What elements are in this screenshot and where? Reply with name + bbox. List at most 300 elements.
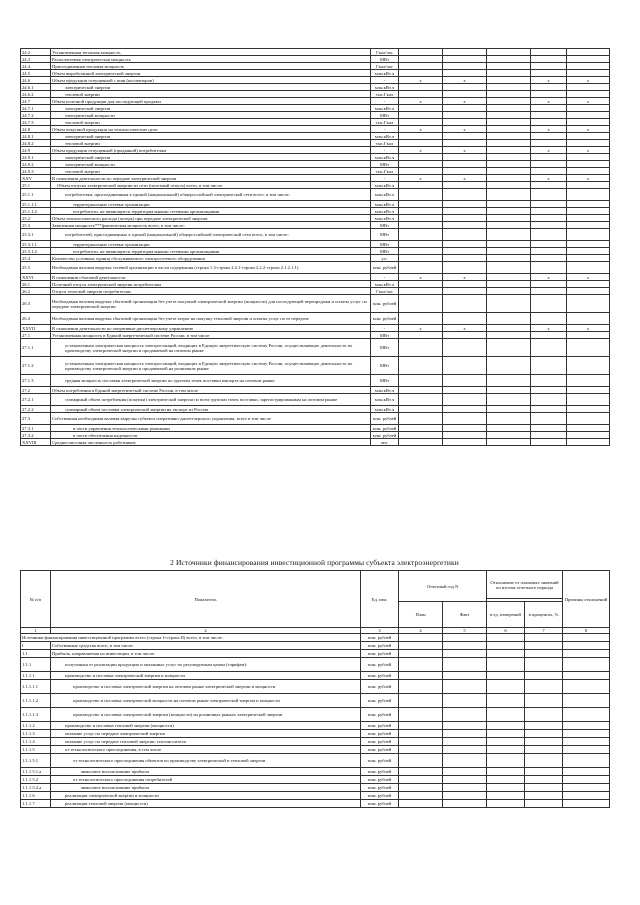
table-row	[21, 694, 610, 708]
value-cell: x	[531, 175, 567, 182]
value-cell	[531, 154, 567, 161]
value-cell: x	[399, 325, 443, 332]
row-unit: млн.кВт.ч	[371, 70, 399, 77]
row-unit: -	[371, 175, 399, 182]
value-cell	[443, 730, 487, 738]
col-index-2: 2	[51, 628, 361, 634]
value-cell	[443, 680, 487, 694]
table-row	[21, 161, 610, 168]
value-cell	[531, 281, 567, 288]
table-row	[21, 339, 610, 357]
table-row	[21, 413, 610, 425]
value-cell	[567, 387, 610, 394]
row-unit: МВт	[371, 222, 399, 229]
table-row	[21, 91, 610, 98]
table-row	[21, 255, 610, 262]
row-number: 26.3	[21, 295, 51, 313]
row-indicator: тепловой энергии	[51, 119, 371, 126]
value-cell	[399, 295, 443, 313]
row-unit: млн. рублей	[361, 738, 399, 746]
value-cell	[567, 105, 610, 112]
row-number: 25.1	[21, 182, 51, 189]
value-cell	[531, 413, 567, 425]
row-indicator: реализации тепловой энергии (мощности)	[51, 800, 361, 808]
value-cell	[563, 738, 610, 746]
value-cell	[443, 754, 487, 768]
row-indicator: электрической энергии	[51, 105, 371, 112]
value-cell	[399, 56, 443, 63]
row-indicator: потребителям, присоединенным к единой (национальной) общероссийской электрической сети всего, в том числе:	[51, 189, 371, 201]
value-cell	[531, 63, 567, 70]
row-indicator: Количество условных единиц обслуживаемого электросетевого оборудования	[51, 255, 371, 262]
table-row	[21, 274, 610, 281]
row-unit: млн. рублей	[361, 792, 399, 800]
value-cell	[487, 680, 525, 694]
value-cell	[399, 91, 443, 98]
value-cell	[563, 650, 610, 658]
value-cell	[443, 140, 487, 147]
value-cell	[531, 140, 567, 147]
table-row	[21, 241, 610, 248]
table-row	[21, 708, 610, 722]
row-indicator: от технологического присоединения потребителей	[51, 776, 361, 784]
row-indicator: Установленная тепловая мощность	[51, 49, 371, 56]
value-cell	[525, 642, 563, 650]
table-row	[21, 70, 610, 77]
value-cell	[567, 394, 610, 406]
value-cell	[443, 313, 487, 325]
value-cell	[563, 746, 610, 754]
value-cell	[567, 91, 610, 98]
row-unit: млн. рублей	[371, 413, 399, 425]
value-cell	[399, 694, 443, 708]
value-cell	[399, 792, 443, 800]
col-index-1: 1	[21, 628, 51, 634]
row-number: 25.1.1	[21, 189, 51, 201]
value-cell	[399, 161, 443, 168]
row-unit: МВт	[371, 332, 399, 339]
value-cell	[567, 255, 610, 262]
row-number: 24.8	[21, 126, 51, 133]
value-cell	[399, 262, 443, 274]
value-cell	[567, 201, 610, 208]
value-cell	[525, 708, 563, 722]
value-cell	[443, 255, 487, 262]
row-number: 24.7.2	[21, 112, 51, 119]
value-cell	[487, 784, 525, 792]
table-row	[21, 133, 610, 140]
table-row	[21, 105, 610, 112]
row-number: 25.3	[21, 222, 51, 229]
value-cell	[443, 112, 487, 119]
row-indicator: потребителей, присоединенных к единой (национальной) общероссийской электрической сети всего, в том числе:	[51, 229, 371, 241]
value-cell	[487, 730, 525, 738]
value-cell	[487, 800, 525, 808]
value-cell	[399, 255, 443, 262]
row-number: 24.8.1	[21, 133, 51, 140]
value-cell	[487, 105, 531, 112]
value-cell	[443, 248, 487, 255]
row-unit: тыс.Гкал	[371, 168, 399, 175]
table-row	[21, 49, 610, 56]
table-row	[21, 126, 610, 133]
value-cell	[487, 140, 531, 147]
col-num-header: № п/п	[21, 571, 51, 628]
value-cell	[531, 208, 567, 215]
row-indicator: производство и поставка электрической энергии (мощности) на розничных рынках электрической энергии	[51, 708, 361, 722]
value-cell	[567, 56, 610, 63]
value-cell	[567, 413, 610, 425]
value-cell	[567, 84, 610, 91]
value-cell	[487, 387, 531, 394]
value-cell	[443, 332, 487, 339]
value-cell: x	[399, 98, 443, 105]
row-number: 24.7.1	[21, 105, 51, 112]
row-unit: млн.кВт.ч	[371, 84, 399, 91]
value-cell	[487, 91, 531, 98]
value-cell	[563, 730, 610, 738]
value-cell	[531, 229, 567, 241]
value-cell	[531, 295, 567, 313]
value-cell	[443, 722, 487, 730]
value-cell	[399, 776, 443, 784]
row-number: 1.1.1.5.1.a	[21, 768, 51, 776]
row-indicator: тепловой энергии	[51, 140, 371, 147]
value-cell	[443, 694, 487, 708]
value-cell	[525, 730, 563, 738]
value-cell	[531, 288, 567, 295]
row-indicator: Необходимая валовая выручка сбытовой организации без учета покупной электрической энергии (мощности) для последующей перепродажи и оплаты услуг по передаче электрической энергии	[51, 295, 371, 313]
row-number: 24.4	[21, 63, 51, 70]
value-cell	[399, 722, 443, 730]
value-cell	[487, 313, 531, 325]
value-cell	[567, 281, 610, 288]
value-cell	[443, 800, 487, 808]
value-cell	[443, 634, 487, 642]
value-cell	[443, 406, 487, 413]
indicators-table-upper	[20, 48, 610, 446]
row-unit: млн.кВт.ч	[371, 133, 399, 140]
value-cell	[399, 642, 443, 650]
table-row	[21, 229, 610, 241]
value-cell	[399, 658, 443, 672]
value-cell: x	[567, 77, 610, 84]
value-cell	[487, 776, 525, 784]
value-cell	[399, 154, 443, 161]
value-cell	[487, 288, 531, 295]
value-cell	[531, 262, 567, 274]
row-indicator: потребители, не являющиеся территориальными сетевыми организациями	[51, 208, 371, 215]
value-cell	[531, 91, 567, 98]
row-number: 25.2	[21, 215, 51, 222]
row-indicator: Располагаемая электрическая мощность	[51, 56, 371, 63]
table-row	[21, 425, 610, 432]
value-cell	[443, 295, 487, 313]
row-unit: млн. рублей	[361, 768, 399, 776]
value-cell	[443, 189, 487, 201]
row-unit: млн. рублей	[361, 776, 399, 784]
financing-sources-table	[20, 570, 610, 808]
value-cell	[531, 49, 567, 56]
value-cell	[443, 84, 487, 91]
col-index-4: 4	[399, 628, 443, 634]
table-row	[21, 288, 610, 295]
value-cell: x	[443, 77, 487, 84]
value-cell	[525, 768, 563, 776]
row-number: 25.3.1	[21, 229, 51, 241]
value-cell	[399, 288, 443, 295]
value-cell	[443, 658, 487, 672]
value-cell	[531, 84, 567, 91]
value-cell	[399, 339, 443, 357]
value-cell	[567, 119, 610, 126]
value-cell	[567, 133, 610, 140]
value-cell	[399, 133, 443, 140]
table-row	[21, 262, 610, 274]
row-unit: млн. рублей	[361, 672, 399, 680]
value-cell	[487, 722, 525, 730]
value-cell: x	[399, 274, 443, 281]
value-cell	[399, 708, 443, 722]
value-cell	[487, 339, 531, 357]
value-cell	[567, 161, 610, 168]
value-cell	[531, 105, 567, 112]
value-cell	[531, 387, 567, 394]
value-cell	[567, 425, 610, 432]
table-row	[21, 63, 610, 70]
row-unit: млн.кВт.ч	[371, 154, 399, 161]
value-cell: x	[567, 98, 610, 105]
value-cell	[443, 387, 487, 394]
value-cell	[525, 738, 563, 746]
value-cell	[399, 784, 443, 792]
row-number: 24.9	[21, 147, 51, 154]
value-cell	[563, 754, 610, 768]
value-cell	[487, 413, 531, 425]
table-row	[21, 112, 610, 119]
row-unit: млн.кВт.ч	[371, 215, 399, 222]
row-number: 24.6	[21, 77, 51, 84]
row-unit: МВт	[371, 229, 399, 241]
value-cell	[443, 229, 487, 241]
row-number: 26.4	[21, 313, 51, 325]
row-number: 24.9.1	[21, 154, 51, 161]
value-cell	[443, 91, 487, 98]
value-cell	[567, 375, 610, 387]
row-number: 27.1.3	[21, 375, 51, 387]
value-cell: x	[531, 98, 567, 105]
row-indicator: в части управления технологическими режимами	[51, 425, 371, 432]
row-unit: млн.кВт.ч	[371, 281, 399, 288]
table-row	[21, 754, 610, 768]
row-number: 1.1.1.1	[21, 672, 51, 680]
value-cell	[399, 357, 443, 375]
value-cell	[443, 425, 487, 432]
value-cell	[567, 140, 610, 147]
row-number: 27.3.2	[21, 432, 51, 439]
value-cell	[443, 262, 487, 274]
row-indicator: авансовое использование прибыли	[51, 768, 361, 776]
value-cell	[443, 288, 487, 295]
value-cell	[567, 154, 610, 161]
row-indicator: суммарный объем потребления (покупки) электрической энергии по всем группам точек поставки, зарегистрированным на оптовом рынке	[51, 394, 371, 406]
value-cell: x	[531, 325, 567, 332]
value-cell: x	[567, 126, 610, 133]
col-index-6: 6	[487, 628, 525, 634]
value-cell	[487, 650, 525, 658]
value-cell	[443, 222, 487, 229]
value-cell	[399, 241, 443, 248]
value-cell	[525, 784, 563, 792]
value-cell	[487, 672, 525, 680]
row-number: 27.1.1	[21, 339, 51, 357]
value-cell	[487, 432, 531, 439]
table-row	[21, 201, 610, 208]
value-cell	[443, 792, 487, 800]
row-number: 24.6.2	[21, 91, 51, 98]
row-number: 25.1.1.1	[21, 201, 51, 208]
row-indicator: тепловой энергии	[51, 91, 371, 98]
value-cell	[487, 325, 531, 332]
row-indicator: средняя мощность поставки электрической энергии по группам точек поставки импорта на оптовом рынке	[51, 375, 371, 387]
col-index-7: 7	[525, 628, 563, 634]
value-cell: x	[443, 274, 487, 281]
row-indicator: авансовое использование прибыли	[51, 784, 361, 792]
value-cell	[487, 394, 531, 406]
value-cell	[487, 126, 531, 133]
value-cell	[399, 229, 443, 241]
value-cell	[443, 746, 487, 754]
table-row	[21, 84, 610, 91]
row-number: 26.2	[21, 288, 51, 295]
row-unit: млн. рублей	[371, 432, 399, 439]
row-number: 27.3.1	[21, 425, 51, 432]
table-row	[21, 119, 610, 126]
row-indicator: В отношении сбытовой деятельности	[51, 274, 371, 281]
row-number: 1.1.1	[21, 658, 51, 672]
row-unit: -	[371, 274, 399, 281]
value-cell	[487, 406, 531, 413]
value-cell	[567, 215, 610, 222]
value-cell	[487, 255, 531, 262]
row-unit: млн. рублей	[361, 722, 399, 730]
row-unit: млн. рублей	[371, 262, 399, 274]
row-indicator: Среднесписочная численность работников	[51, 439, 371, 446]
value-cell	[487, 708, 525, 722]
value-cell	[487, 792, 525, 800]
table-row	[21, 313, 610, 325]
value-cell: x	[567, 175, 610, 182]
value-cell	[487, 295, 531, 313]
value-cell	[487, 98, 531, 105]
value-cell	[525, 680, 563, 694]
row-number: 1.1.1.1.1	[21, 680, 51, 694]
value-cell	[399, 140, 443, 147]
value-cell	[525, 672, 563, 680]
row-unit: млн.кВт.ч	[371, 201, 399, 208]
row-number: 1.1.1.7	[21, 800, 51, 808]
value-cell	[399, 730, 443, 738]
table-row	[21, 154, 610, 161]
table-row	[21, 738, 610, 746]
value-cell	[525, 776, 563, 784]
row-number: XXVIII	[21, 439, 51, 446]
row-indicator: территориальные сетевые организации	[51, 241, 371, 248]
value-cell	[531, 56, 567, 63]
value-cell	[531, 201, 567, 208]
row-unit: -	[371, 126, 399, 133]
value-cell: x	[567, 274, 610, 281]
table-row	[21, 730, 610, 738]
row-indicator: В отношении деятельности по оперативно-диспетчерскому управлению	[51, 325, 371, 332]
table-row	[21, 222, 610, 229]
row-indicator: Полезный отпуск электрической энергии потребителям	[51, 281, 371, 288]
value-cell	[567, 288, 610, 295]
row-indicator: Отпуск тепловой энергии потребителям	[51, 288, 371, 295]
value-cell	[567, 313, 610, 325]
value-cell	[399, 746, 443, 754]
value-cell	[531, 375, 567, 387]
col-plan-header: План	[399, 602, 443, 628]
table-row	[21, 439, 610, 446]
value-cell	[531, 255, 567, 262]
value-cell	[399, 105, 443, 112]
table-row	[21, 800, 610, 808]
row-indicator: Объем технологического расхода (потерь) при передаче электрической энергии	[51, 215, 371, 222]
value-cell	[399, 84, 443, 91]
value-cell	[525, 792, 563, 800]
value-cell	[443, 439, 487, 446]
value-cell	[531, 357, 567, 375]
value-cell	[399, 208, 443, 215]
row-number: 1.1.1.5	[21, 746, 51, 754]
row-number: 25.3.1.2	[21, 248, 51, 255]
row-unit: Гкал/час	[371, 49, 399, 56]
table-row	[21, 98, 610, 105]
value-cell	[531, 161, 567, 168]
row-unit: млн.кВт.ч	[371, 394, 399, 406]
value-cell	[399, 439, 443, 446]
col-in-percent-header: в процентах, %	[525, 602, 563, 628]
value-cell	[399, 394, 443, 406]
value-cell	[531, 332, 567, 339]
value-cell	[399, 63, 443, 70]
value-cell	[487, 208, 531, 215]
value-cell	[531, 112, 567, 119]
value-cell	[487, 175, 531, 182]
value-cell	[443, 768, 487, 776]
row-indicator: Собственные средства всего, в том числе:	[51, 642, 361, 650]
col-index-8: 8	[563, 628, 610, 634]
row-number: 1.1	[21, 650, 51, 658]
row-indicator: реализации электрической энергии и мощности	[51, 792, 361, 800]
row-unit: млн. рублей	[361, 694, 399, 708]
row-unit: млн.кВт.ч	[371, 406, 399, 413]
value-cell	[531, 248, 567, 255]
value-cell	[399, 70, 443, 77]
row-unit: млн.кВт.ч	[371, 208, 399, 215]
table-row	[21, 784, 610, 792]
row-unit: млн. рублей	[361, 730, 399, 738]
col-index-5: 5	[443, 628, 487, 634]
row-unit: МВт	[371, 241, 399, 248]
value-cell	[567, 432, 610, 439]
value-cell	[399, 182, 443, 189]
value-cell	[443, 56, 487, 63]
value-cell	[531, 222, 567, 229]
value-cell	[443, 650, 487, 658]
value-cell	[563, 642, 610, 650]
